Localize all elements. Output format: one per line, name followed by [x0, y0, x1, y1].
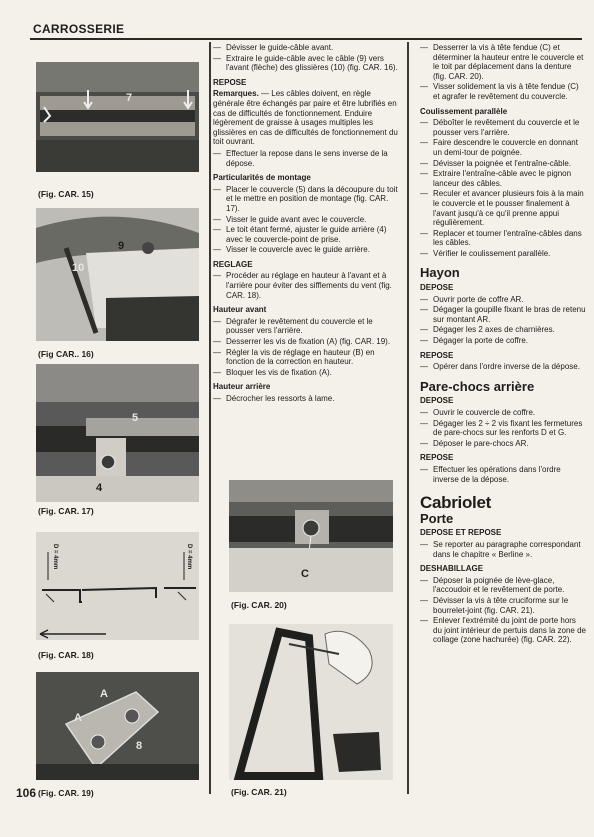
instruction-item: — Visser le guide avant avec le couvercle. — [213, 215, 403, 225]
instruction-item: — Extraire l'entraîne-câble avec le pignon lanceur des câbles. — [420, 169, 586, 188]
instruction-item: — Décrocher les ressorts à lame. — [213, 394, 403, 404]
instruction-item: — Visser solidement la vis à tête fendue (C) et agrafer le revêtement du couvercle. — [420, 82, 586, 101]
figure-car-20 — [229, 480, 393, 592]
chapter-title-cabriolet: Cabriolet — [420, 493, 491, 513]
instruction-item: — Dégager les 2 axes de charnières. — [420, 325, 586, 335]
callout-label: C — [301, 568, 309, 580]
page-number: 106 — [16, 786, 37, 800]
remarques-text: — Les câbles doivent, en règle générale être échangés par paire et être lubrifiés en cas de difficultés de fonctionnement. Enduire légèrement de graisse à usages multiples les glissières en cas de difficultés de fonctionnement du toit ouvrant. — [213, 89, 398, 147]
figure-caption: (Fig. CAR. 18) — [38, 650, 94, 660]
callout-label: D = 4mm — [52, 544, 58, 570]
section-title-porte: Porte — [420, 510, 454, 526]
instruction-item: — Replacer et tourner l'entraîne-câbles dans les câbles. — [420, 229, 586, 248]
section-title-hayon: Hayon — [420, 265, 460, 281]
section-heading-hauteur-arriere: Hauteur arrière — [213, 382, 271, 392]
callout-label: 10 — [72, 262, 85, 274]
remarques-label: Remarques. — [213, 89, 259, 99]
callout-label: A — [100, 688, 108, 700]
figure-caption: (Fig CAR.. 16) — [38, 349, 94, 359]
subsection-depose: DEPOSE — [420, 283, 454, 293]
figure-caption: (Fig. CAR. 17) — [38, 506, 94, 516]
instruction-item: — Déposer la poignée de lève-glace, l'accoudoir et le revêtement de porte. — [420, 576, 586, 595]
section-heading-coulissement: Coulissement parallèle — [420, 106, 508, 116]
figure-caption: (Fig. CAR. 20) — [231, 600, 287, 610]
instruction-item: — Enlever l'extrémité du joint de porte hors du joint intérieur de pertuis dans la zone de collage (zone hachurée) (fig. CAR. 22). — [420, 616, 586, 645]
instruction-item: — Dégager la goupille fixant le bras de retenu sur montant AR. — [420, 305, 586, 324]
instruction-item: — Effectuer les opérations dans l'ordre inverse de la dépose. — [420, 465, 586, 484]
figure-car-18 — [36, 532, 199, 640]
instruction-item: — Dégager la porte de coffre. — [420, 336, 586, 346]
figure-caption: (Fig. CAR. 21) — [231, 787, 287, 797]
instruction-item: — Procéder au réglage en hauteur à l'avant et à l'arrière pour éviter des sifflements du vent (fig. CAR. 18). — [213, 271, 403, 300]
instruction-item: — Bloquer les vis de fixation (A). — [213, 368, 403, 378]
instruction-item: — Se reporter au paragraphe correspondant dans le chapitre « Berline ». — [420, 540, 586, 559]
callout-label: A — [74, 712, 82, 724]
subsection-repose: REPOSE — [420, 350, 454, 360]
figure-car-15 — [36, 62, 199, 172]
instruction-item: — Dévisser la poignée et l'entraîne-câble. — [420, 159, 586, 169]
instruction-item: — Déposer le pare-chocs AR. — [420, 439, 586, 449]
section-heading-reglage: REGLAGE — [213, 259, 253, 269]
remarques-paragraph — [213, 89, 403, 147]
figure-car-17 — [36, 364, 199, 502]
section-title-pare-chocs: Pare-chocs arrière — [420, 378, 535, 394]
column-divider-2 — [407, 42, 409, 794]
section-heading-hauteur-avant: Hauteur avant — [213, 305, 267, 315]
figure-caption: (Fig. CAR. 19) — [38, 788, 94, 798]
column-3-text — [420, 43, 586, 646]
instruction-item: — Faire descendre le couvercle en donnant un demi-tour de poignée. — [420, 138, 586, 157]
callout-label: 7 — [126, 92, 133, 104]
instruction-item: — Visser le couvercle avec le guide arrière. — [213, 245, 403, 255]
instruction-item: — Reculer et avancer plusieurs fois à la main le couvercle et le pousser finalement à l'avant jusqu'à ce qu'il prenne appui régulièrement. — [420, 189, 586, 227]
callout-label: 5 — [132, 412, 139, 424]
instruction-item: — Dévisser le guide-câble avant. — [213, 43, 403, 53]
page-header-title: CARROSSERIE — [33, 22, 125, 36]
callout-label: 8 — [136, 740, 143, 752]
instruction-item: — Desserrer les vis de fixation (A) (fig. CAR. 19). — [213, 337, 403, 347]
instruction-item: — Régler la vis de réglage en hauteur (B) en fonction de la correction en hauteur. — [213, 348, 403, 367]
instruction-item: — Opérer dans l'ordre inverse de la dépose. — [420, 362, 586, 372]
figure-car-19 — [36, 672, 199, 780]
callout-label: 4 — [96, 482, 103, 494]
column-divider-1 — [209, 42, 211, 794]
subsection-depose-repose: DEPOSE ET REPOSE — [420, 528, 502, 538]
callout-label: D = 4mm — [186, 544, 192, 570]
instruction-item: — Le toit étant fermé, ajuster le guide arrière (4) avec le couvercle-point de prise. — [213, 225, 403, 244]
callout-label: 9 — [118, 240, 125, 252]
instruction-item: — Desserrer la vis à tête fendue (C) et déterminer la hauteur entre le couvercle et le toit par déplacement dans la denture (fig. CAR. 20). — [420, 43, 586, 81]
section-heading-montage: Particularités de montage — [213, 173, 311, 183]
subsection-deshabillage: DESHABILLAGE — [420, 564, 484, 574]
instruction-item: — Extraire le guide-câble avec le câble (9) vers l'avant (flèche) des glissières (10) (fig. CAR. 16). — [213, 54, 403, 73]
column-2-text — [213, 43, 403, 405]
subsection-depose: DEPOSE — [420, 396, 454, 406]
instruction-item: — Déboîter le revêtement du couvercle et le pousser vers l'arrière. — [420, 118, 586, 137]
instruction-item: — Dévisser la vis à tête cruciforme sur le bourrelet-joint (fig. CAR. 21). — [420, 596, 586, 615]
instruction-item: — Ouvrir le couvercle de coffre. — [420, 408, 586, 418]
figure-caption: (Fig. CAR. 15) — [38, 189, 94, 199]
instruction-item: — Placer le couvercle (5) dans la découpure du toit et le mettre en position de montage (fig. CAR. 17). — [213, 185, 403, 214]
instruction-item: — Effectuer la repose dans le sens inverse de la dépose. — [213, 149, 403, 168]
figure-car-21 — [229, 624, 393, 780]
figure-car-16 — [36, 208, 199, 341]
instruction-item: — Vérifier le coulissement parallèle. — [420, 249, 586, 259]
section-heading-repose: REPOSE — [213, 77, 247, 87]
instruction-item: — Dégager les 2 ÷ 2 vis fixant les fermetures de pare-chocs sur les renforts D et G. — [420, 419, 586, 438]
instruction-item: — Dégrafer le revêtement du couvercle et le pousser vers l'arrière. — [213, 317, 403, 336]
subsection-repose: REPOSE — [420, 453, 454, 463]
instruction-item: — Ouvrir porte de coffre AR. — [420, 295, 586, 305]
header-rule — [30, 38, 582, 40]
